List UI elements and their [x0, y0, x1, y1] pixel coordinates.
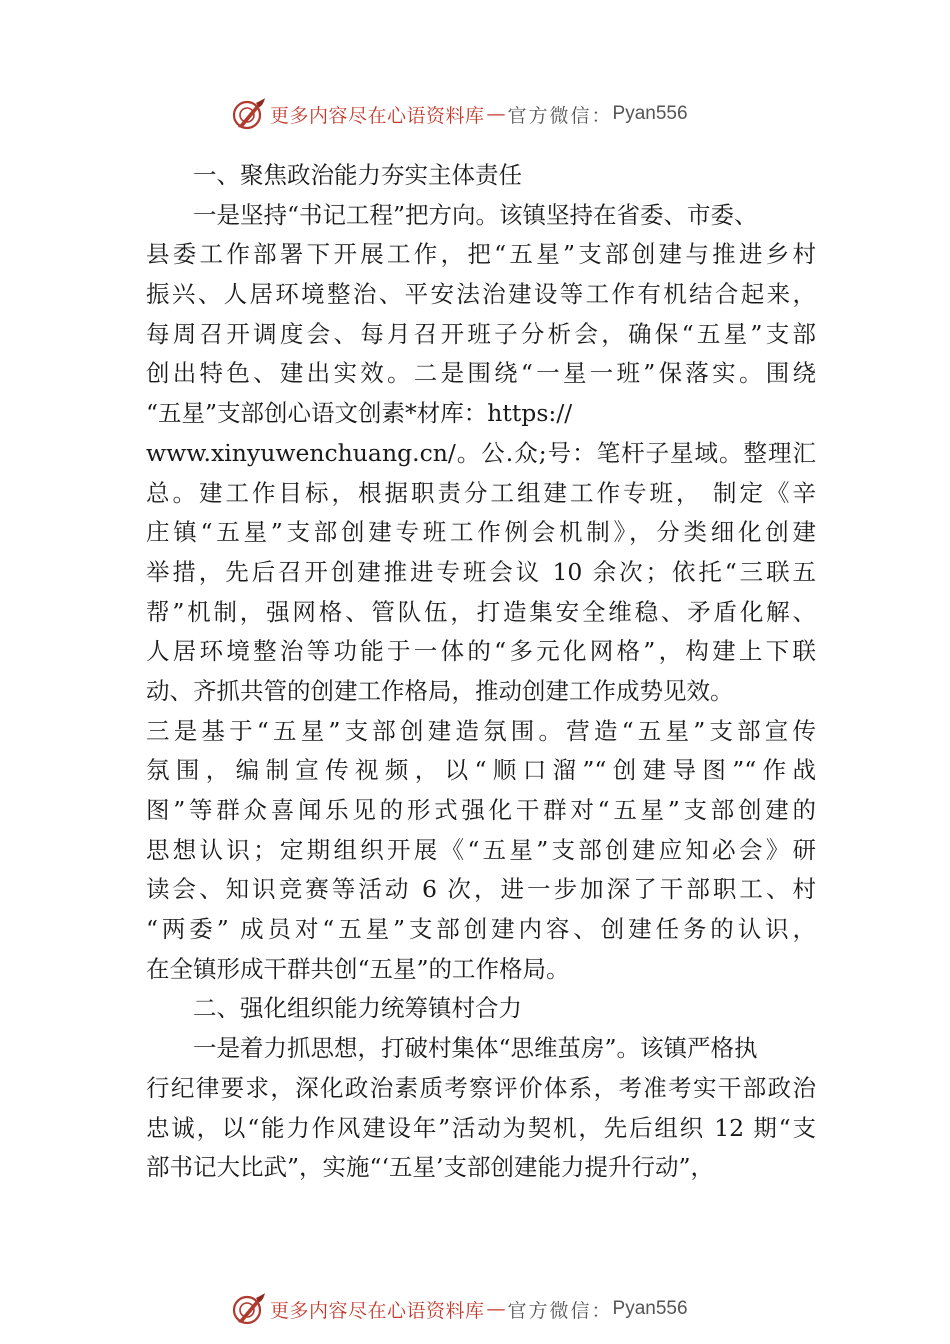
quill-logo-icon [232, 1292, 266, 1326]
watermark-id: Pyan556 [612, 103, 688, 124]
body-text-line: 部书记大比武”，实施“‘五星’支部创建能力提升行动”， [146, 1153, 714, 1182]
body-text-line: 县委工作部署下开展工作，把“五星”支部创建与推进乡村 [146, 240, 816, 269]
body-text-line: 行纪律要求，深化政治素质考察评价体系，考准考实干部政治 [146, 1073, 816, 1102]
body-text-line: 总。建工作目标，根据职责分工组建工作专班， 制定《辛 [146, 478, 816, 507]
body-text-line: 在全镇形成干群共创“五星”的工作格局。 [146, 954, 570, 983]
body-text-line: 氛围，编制宣传视频，以“顺口溜”“创建导图”“作战 [146, 756, 816, 785]
watermark-id: Pyan556 [612, 1298, 688, 1319]
document-body [146, 156, 816, 1188]
body-text-line: 忠诚，以“能力作风建设年”活动为契机，先后组织 12 期“支 [146, 1113, 816, 1142]
body-text-line: 帮”机制，强网格、管队伍，打造集安全维稳、矛盾化解、 [146, 597, 816, 626]
body-text-line: 举措，先后召开创建推进专班会议 10 余次；依托“三联五 [146, 557, 816, 586]
body-text-line: “两委” 成员对“五星”支部创建内容、创建任务的认识， [146, 915, 816, 944]
watermark-label: 官方微信： [507, 1299, 613, 1322]
watermark-dash: — [486, 1298, 506, 1320]
section-heading: 一、聚焦政治能力夯实主体责任 [193, 161, 522, 189]
watermark-banner-top [232, 96, 688, 132]
watermark-banner-bottom [232, 1291, 688, 1327]
body-text-line: 创出特色、建出实效。二是围绕“一星一班”保落实。围绕 [146, 359, 816, 388]
watermark-text: 更多内容尽在心语资料库 [270, 104, 485, 127]
watermark-dash: — [486, 103, 506, 125]
body-text-line: 庄镇“五星”支部创建专班工作例会机制》，分类细化创建 [146, 518, 816, 547]
body-text-line: www.xinyuwenchuang.cn/。公.众;号：笔杆子星域。整理汇 [146, 438, 816, 467]
quill-logo-icon [232, 97, 266, 131]
watermark-text: 更多内容尽在心语资料库 [270, 1299, 485, 1322]
body-text-line: 人居环境整治等功能于一体的“多元化网格”，构建上下联 [146, 637, 816, 666]
body-text-line: 一是着力抓思想，打破村集体“思维茧房”。该镇严格执 [193, 1034, 758, 1063]
body-text-line: 振兴、人居环境整治、平安法治建设等工作有机结合起来， [146, 280, 816, 309]
watermark-label: 官方微信： [507, 104, 613, 127]
body-text-line: 思想认识；定期组织开展《“五星”支部创建应知必会》研 [146, 835, 816, 864]
body-text-line: 每周召开调度会、每月召开班子分析会，确保“五星”支部 [146, 319, 816, 348]
body-text-line: 一是坚持“书记工程”把方向。该镇坚持在省委、市委、 [193, 200, 758, 229]
body-text-line: 图”等群众喜闻乐见的形式强化干群对“五星”支部创建的 [146, 796, 816, 824]
body-text-line: 读会、知识竞赛等活动 6 次，进一步加深了干部职工、村 [146, 875, 816, 904]
body-text-line: 三是基于“五星”支部创建造氛围。营造“五星”支部宣传 [146, 716, 816, 745]
section-heading: 二、强化组织能力统筹镇村合力 [193, 994, 522, 1023]
body-text-line: 动、齐抓共管的创建工作格局，推动创建工作成势见效。 [146, 676, 734, 705]
body-text-line: “五星”支部创心语文创素*材库：https:// [146, 399, 573, 428]
